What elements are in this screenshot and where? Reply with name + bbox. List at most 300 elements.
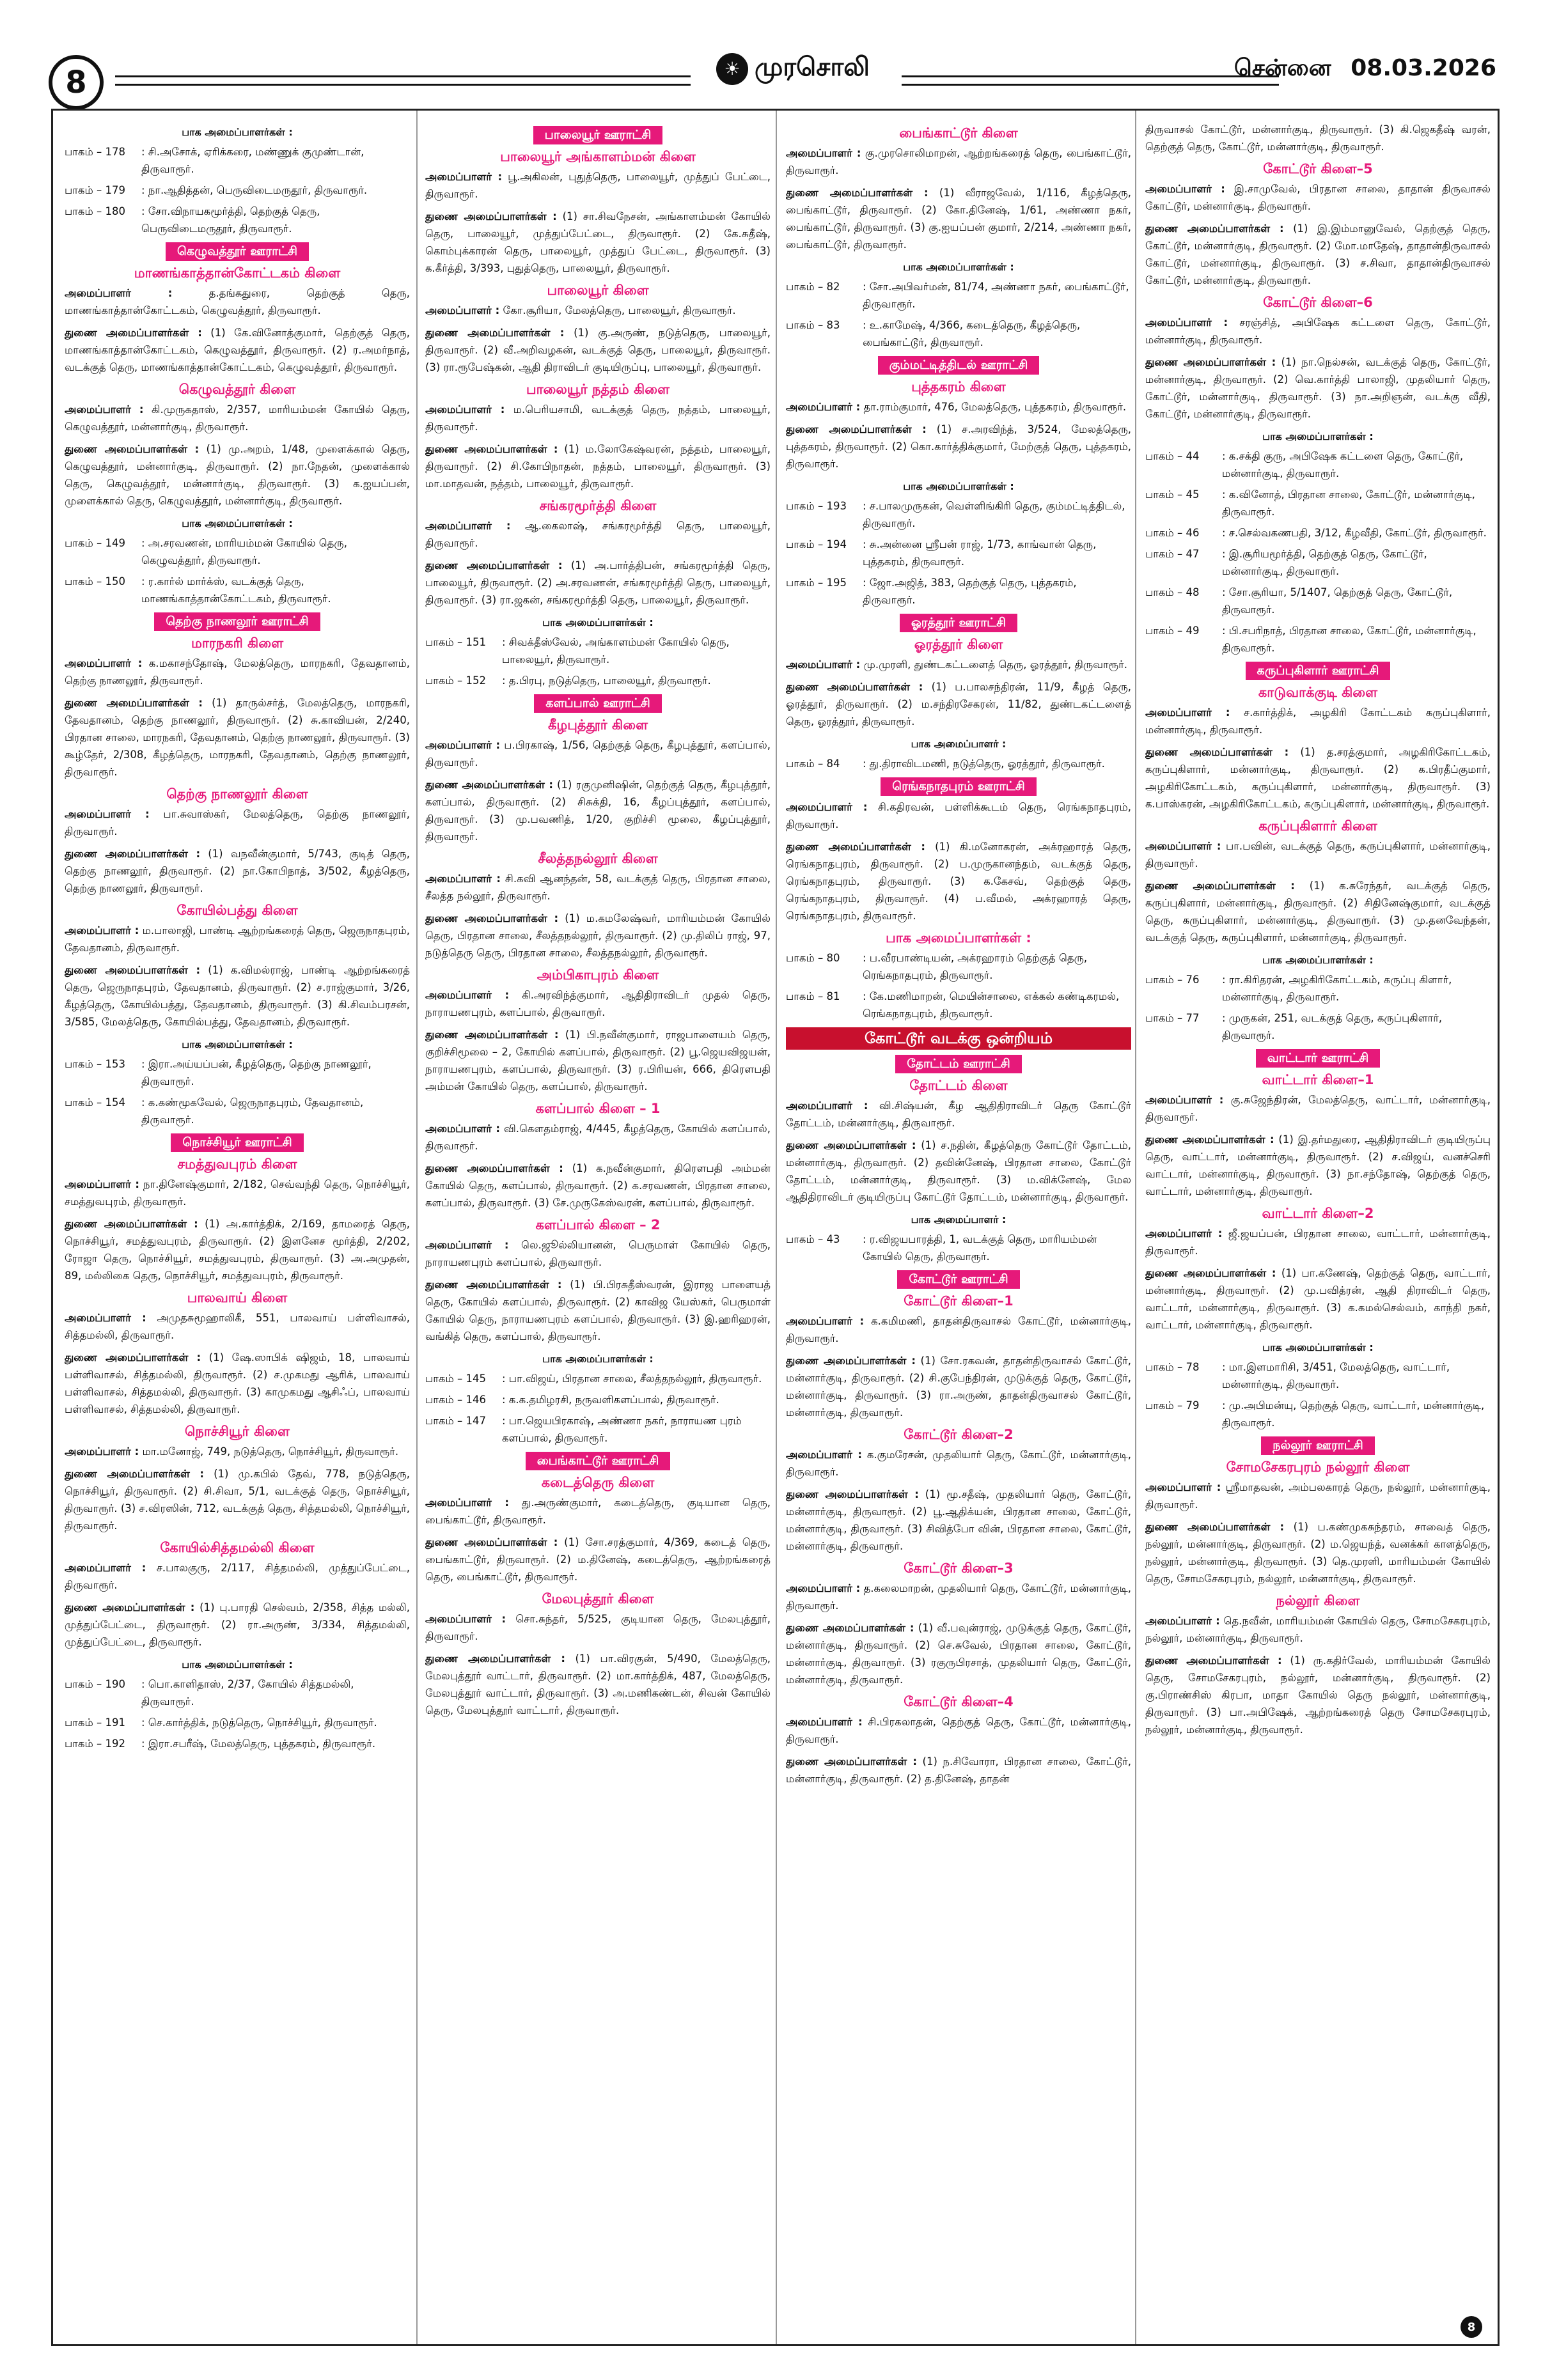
role-label: துணை அமைப்பாளர்கள் :: [425, 1536, 558, 1548]
role-label: அமைப்பாளர் :: [1145, 316, 1228, 329]
booth-heading: பாக அமைப்பாளர்கள் :: [182, 1658, 293, 1670]
panchayat-banner: பாலையூர் ஊராட்சி: [533, 126, 663, 144]
booth-number: பாகம் – 192: [65, 1738, 125, 1750]
booth-heading: பாக அமைப்பாளர் :: [911, 738, 1006, 750]
member-text: ப.பிரகாஷ், 1/56, தெற்குத் தெரு, கீழபுத்தூர், களப்பால், திருவாரூர்.: [425, 739, 771, 768]
booth-number: பாகம் – 43: [786, 1233, 840, 1245]
rising-sun-logo-icon: ☀: [716, 53, 748, 85]
member-text: (1) ரகுமுனிஷின், தெற்குத் தெரு, கீழபுத்தூர், களப்பால், திருவாரூர். (2) சிசுக்தி, 16, கீழப்புத்தூர், களப்பால், திருவாரூர். (3) மு.பவணித், 1/20, குறிச்சி மூலை, கீழப்புத்தூர், திருவாரூர்.: [425, 779, 771, 843]
page-header: [38, 51, 1503, 109]
member-text: (1) க.நவீன்குமார், திரௌபதி அம்மன் கோயில் தெரு, களப்பால், திருவாரூர். (2) க.சரவணன், பிரதான சாலை, களப்பால், திருவாரூர். (3) சே.முருகேஸ்வரன், களப்பால், திருவாரூர்.: [425, 1162, 771, 1209]
booth-member: : பி.சபரிநாத், பிரதான சாலை, கோட்டூர், மன்னார்குடி, திருவாரூர்.: [1222, 625, 1476, 654]
role-label: துணை அமைப்பாளர்கள் :: [1145, 1521, 1285, 1533]
booth-number: பாகம் – 44: [1145, 450, 1200, 462]
member-text: (1) த.சரத்குமார், அழகிரிகோட்டகம், கருப்புகிளார், மன்னார்குடி, திருவாரூர். (2) க.பிரதீப்குமார், அழகிரிகோட்டகம், கருப்புகிளார், மன்னார்குடி, திருவாரூர். (3) க.பாஸ்கரன், அழகிரிகோட்டகம், கருப்புகிளார், மன்னார்குடி, திருவாரூர்.: [1145, 746, 1491, 810]
booth-number: பாகம் – 179: [65, 184, 125, 196]
role-label: துணை அமைப்பாளர்கள் :: [65, 848, 201, 860]
booth-number: பாகம் – 150: [65, 575, 125, 587]
role-label: துணை அமைப்பாளர்கள் :: [786, 1355, 916, 1367]
booth-member: : நா.ஆதித்தன், பெருவிடைமருதூர், திருவாரூர்.: [141, 184, 368, 196]
booth-number: பாகம் – 190: [65, 1678, 125, 1690]
booth-member: : ப.வீரபாண்டியன், அக்ரஹாரம் தெற்குத் தெரு, ரெங்கநாதபுரம், திருவாரூர்.: [863, 952, 1088, 981]
member-paragraph: [786, 1619, 1131, 1688]
role-label: துணை அமைப்பாளர்கள் :: [1145, 880, 1295, 892]
booth-row: [425, 672, 771, 689]
member-paragraph: [65, 401, 410, 435]
member-paragraph: [65, 1443, 410, 1460]
branch-heading: நொச்சியூர் கிளை: [185, 1424, 290, 1439]
member-text: அமுதசுமூஹாலிகீ, 551, பாலவாய் பள்ளிவாசல், சித்தமல்லி, திருவாரூர்.: [65, 1312, 410, 1341]
branch-heading: கருப்புகிளார் கிளை: [1258, 818, 1377, 834]
member-text: க.மகாசந்தோஷ், மேலத்தெரு, மாரநகரி, தேவதானம், தெற்கு நாணலூர், திருவாரூர்.: [65, 657, 410, 687]
date-label: 08.03.2026: [1351, 55, 1496, 81]
booth-heading: பாக அமைப்பாளர்கள் :: [182, 1038, 293, 1050]
member-paragraph: [425, 324, 771, 376]
role-label: துணை அமைப்பாளர்கள் :: [786, 1622, 914, 1634]
booth-member: : சோ.அபிவர்மன், 81/74, அண்ணா நகர், பைங்காட்டூர், திருவாரூர்.: [863, 281, 1129, 310]
booth-row: [786, 316, 1131, 351]
booth-heading: பாக அமைப்பாளர்கள் :: [903, 480, 1014, 492]
role-label: அமைப்பாளர் :: [786, 1449, 862, 1461]
booth-number: பாகம் – 153: [65, 1058, 125, 1070]
booth-row: [1145, 524, 1491, 541]
role-label: துணை அமைப்பாளர்கள் :: [425, 559, 563, 572]
member-text: (1) பா.கணேஷ், தெற்குத் தெரு, வாட்டார், மன்னார்குடி, திருவாரூர். (2) மு.பவித்ரன், ஆதி திராவிடர் தெரு, வாட்டார், மன்னார்குடி, திருவாரூர். (3) க.கமல்செல்வம், காந்தி நகர், வாட்டார், மன்னார்குடி, திருவாரூர்.: [1145, 1267, 1491, 1331]
panchayat-banner: ரெங்கநாதபுரம் ஊராட்சி: [881, 777, 1036, 796]
booth-number: பாகம் – 147: [425, 1415, 486, 1427]
member-paragraph: [1145, 837, 1491, 872]
branch-heading: பாலையூர் கிளை: [547, 283, 649, 298]
member-paragraph: [1145, 1091, 1491, 1126]
booth-number: பாகம் – 193: [786, 500, 847, 512]
booth-member: : செ.கார்த்திக், நடுத்தெரு, நொச்சியூர், திருவாரூர்.: [141, 1716, 377, 1729]
member-text: (1) பி.பிரசுதீஸ்வரன், இராஜ பாளையத் தெரு, கோயில் களப்பால், திருவாரூர். (2) காவிஜ யேஸ்கர், பெருமாள் கோயில் தெரு, நாராயணபுரம் களப்பால், திருவாரூர். (3) இ.ஹரிஹரன், வங்கித் தெரு, களப்பால், திருவாரூர்.: [425, 1279, 771, 1342]
column-4: [1145, 121, 1491, 1743]
footer-page-number: 8: [1461, 2316, 1482, 2338]
booth-member: : சி.அசோக், ஏரிக்கரை, மண்ணுக் குமுண்டான், திருவாரூர்.: [141, 146, 364, 175]
role-label: துணை அமைப்பாளர்கள் :: [65, 1601, 195, 1614]
member-paragraph: [786, 838, 1131, 924]
role-label: அமைப்பாளர் :: [425, 403, 505, 416]
content-frame: [51, 109, 1500, 2346]
page-number-badge: 8: [49, 55, 104, 110]
role-label: துணை அமைப்பாளர்கள் :: [1145, 1133, 1274, 1146]
branch-heading: பாலையூர் அங்காளம்மன் கிளை: [500, 149, 696, 164]
member-text: நா.தினேஷ்குமார், 2/182, செவ்வந்தி தெரு, நொச்சியூர், சமத்துவபுரம், திருவாரூர்.: [65, 1178, 410, 1208]
member-paragraph: [65, 694, 410, 781]
booth-row: [425, 1412, 771, 1447]
member-text: (1) வநவீன்குமார், 5/743, குடித் தெரு, தெற்கு நாணலூர், திருவாரூர். (2) நா.கோபிநாத், 3/502, கீழத்தெரு, தெற்கு நாணலூர், திருவாரூர்.: [65, 848, 410, 894]
booth-row: [786, 536, 1131, 570]
booth-row: [65, 143, 410, 178]
member-text: இ.சாமுவேல், பிரதான சாலை, தாதான் திருவாசல் கோட்டூர், மன்னார்குடி, திருவாரூர்.: [1145, 183, 1491, 212]
booth-member: : ச.செல்வகணபதி, 3/12, கீழவீதி, கோட்டூர், திருவாரூர்.: [1222, 527, 1487, 539]
member-paragraph: [786, 184, 1131, 253]
role-label: துணை அமைப்பாளர்கள் :: [786, 681, 923, 693]
member-paragraph: [65, 961, 410, 1031]
member-paragraph: [786, 678, 1131, 730]
role-label: அமைப்பாளர் :: [65, 657, 143, 669]
role-label: துணை அமைப்பாளர்கள் :: [786, 1755, 917, 1768]
member-text: க.குமரேசன், முதலியார் தெரு, கோட்டூர், மன்னார்குடி, திருவாரூர்.: [786, 1449, 1131, 1478]
role-label: அமைப்பாளர் :: [1145, 1227, 1223, 1240]
booth-member: : பா.விஜய், பிரதான சாலை, சீலத்தநல்லூர், திருவாரூர்.: [502, 1373, 762, 1385]
member-text: (1) கி.மனோகரன், அக்ரஹாரத் தெரு, ரெங்கநாதபுரம், திருவாரூர். (2) ப.முருகானந்தம், வடக்குத் தெரு, ரெங்கநாதபுரம், திருவாரூர். (3) க.கேசவ், தெற்குத் தெரு, ரெங்கநாதபுரம், திருவாரூர். (4) ப.வீமல், அக்ரஹாரத் தெரு, ரெங்கநாதபுரம், திருவாரூர்.: [786, 841, 1131, 922]
role-label: அமைப்பாளர் :: [425, 739, 501, 751]
role-label: துணை அமைப்பாளர்கள் :: [425, 779, 553, 791]
booth-number: பாகம் – 194: [786, 538, 847, 550]
member-text: ஸ்ரீமாதவன், அம்பலகாரத் தெரு, நல்லூர், மன்னார்குடி, திருவாரூர்.: [1145, 1481, 1491, 1511]
booth-member: : த.பிரபு, நடுத்தெரு, பாலையூர், திருவாரூர்.: [502, 674, 711, 687]
member-text: த.தங்கதுரை, தெற்குத் தெரு, மாணங்காத்தான்கோட்டகம், கெழுவத்தூர், திருவாரூர்.: [65, 287, 410, 316]
booth-row: [65, 1055, 410, 1090]
booth-number: பாகம் – 80: [786, 952, 840, 964]
role-label: துணை அமைப்பாளர்கள் :: [1145, 1267, 1276, 1279]
member-text: (1) பா.விரகுன், 5/490, மேலத்தெரு, மேலபுத்தூர் வாட்டார், திருவாரூர். (2) மா.கார்த்திக், 487, மேலத்தெரு, மேலபுத்தூர் வாட்டார், திருவாரூர். (3) அ.மணிகண்டன், சிவன் கோயில் தெரு, மேலபுத்தூர் வாட்டார், திருவாரூர்.: [425, 1653, 771, 1716]
role-label: அமைப்பாளர் :: [425, 1613, 506, 1625]
member-text: சொ.சுந்தர், 5/525, குடியான தெரு, மேலபுத்தூர், திருவாரூர்.: [425, 1613, 771, 1642]
member-text: (1) வீ.பவுன்ராஜ், முடுக்குத் தெரு, கோட்டூர், மன்னார்குடி, திருவாரூர். (2) செ.சுவேல், பிரதான சாலை, கோட்டூர், மன்னார்குடி, திருவாரூர். (3) ரகுருபிரசாத், முதலியார் தெரு, கோட்டூர், மன்னார்குடி, திருவாரூர்.: [786, 1622, 1131, 1686]
member-paragraph: [786, 1352, 1131, 1421]
member-paragraph: [65, 1176, 410, 1210]
booth-member: : பா.ஜெயபிரகாஷ், அண்ணா நகர், நாராயண புரம் களப்பால், திருவாரூர்.: [502, 1415, 742, 1444]
member-text: கி.அரவிந்த்குமார், ஆதிதிராவிடர் முதல் தெரு, நாராயணபுரம், களப்பால், திருவாரூர்.: [425, 989, 771, 1018]
member-text: (1) க.சுரேந்தர், வடக்குத் தெரு, கருப்புகிளார், மன்னார்குடி, திருவாரூர். (2) சிதினேஷ்குமார், வடக்குத் தெரு, கருப்புகிளார், மன்னார்குடி, திருவாரூர். (3) மு.தனவேந்தன், வடக்குத் தெரு, கருப்புகிளார், மன்னார்குடி, திருவாரூர்.: [1145, 880, 1491, 944]
column-1: [65, 121, 410, 1756]
member-paragraph: [425, 1610, 771, 1645]
member-paragraph: [425, 910, 771, 961]
booth-row: [65, 534, 410, 569]
branch-heading: களப்பால் கிளை – 2: [535, 1217, 661, 1233]
member-paragraph: [425, 517, 771, 552]
booth-member: : ஜோ.அஜித், 383, தெற்குத் தெரு, புத்தகரம், திருவாரூர்.: [863, 577, 1077, 606]
role-label: அமைப்பாளர் :: [65, 1445, 139, 1458]
member-paragraph: [425, 1494, 771, 1528]
booth-number: பாகம் – 79: [1145, 1399, 1200, 1412]
branch-heading: பாலையூர் நத்தம் கிளை: [526, 382, 670, 397]
booth-row: [1145, 545, 1491, 580]
booth-row: [786, 1231, 1131, 1265]
role-label: துணை அமைப்பாளர்கள் :: [786, 841, 925, 853]
panchayat-banner: கருப்புகிளார் ஊராட்சி: [1246, 662, 1391, 680]
member-paragraph: [65, 1465, 410, 1534]
booth-number: பாகம் – 146: [425, 1394, 486, 1406]
member-text: (1) ச.நதின், கீழத்தெரு கோட்டூர் தோட்டம், மன்னார்குடி, திருவாரூர். (2) தவின்னேஷ், பிரதான சாலை, கோட்டூர் தோட்டம், மன்னார்குடி, திருவாரூர். (3) ம.விக்னேஷ், மேல ஆதிதிராவிடர் குடியிருப்பு கோட்டூர் தோட்டம், மன்னார்குடி, திருவாரூர்.: [786, 1139, 1131, 1203]
member-paragraph: [786, 1097, 1131, 1132]
booth-row: [786, 988, 1131, 1022]
booth-number: பாகம் – 180: [65, 205, 125, 217]
member-text: வி.சிஷ்யன், கீழ ஆதிதிராவிடர் தெரு கோட்டூர் தோட்டம், மன்னார்குடி, திருவாரூர்.: [786, 1100, 1131, 1129]
booth-number: பாகம் – 76: [1145, 974, 1200, 986]
booth-row: [786, 755, 1131, 772]
booth-row: [1145, 447, 1491, 482]
booth-member: : க.கண்மூகவேல், ஜெருநாதபுரம், தேவதானம், திருவாரூர்.: [141, 1096, 364, 1126]
member-paragraph: [425, 440, 771, 492]
booth-row: [1145, 1358, 1491, 1393]
branch-heading: சங்கரமூர்த்தி கிளை: [539, 498, 657, 513]
branch-heading: கீழபுத்தூர் கிளை: [547, 717, 648, 733]
booth-row: [1145, 1009, 1491, 1044]
member-paragraph: [786, 144, 1131, 179]
booth-member: : இரா.அய்யப்பன், கீழத்தெரு, தெற்கு நாணலூர், திருவாரூர்.: [141, 1058, 372, 1087]
member-text: த.கலைமாறன், முதலியார் தெரு, கோட்டூர், மன்னார்குடி, திருவாரூர்.: [786, 1582, 1131, 1612]
panchayat-banner: நல்லூர் ஊராட்சி: [1261, 1436, 1374, 1455]
booth-row: [1145, 1397, 1491, 1431]
role-label: அமைப்பாளர் :: [425, 873, 501, 885]
member-paragraph: [1145, 180, 1491, 215]
role-label: துணை அமைப்பாளர்கள் :: [1145, 356, 1276, 368]
masthead-title: முரசொலி: [755, 52, 870, 82]
member-text: க.கமிமணி, தாதன்திருவாசல் கோட்டூர், மன்னார்குடி, திருவாரூர்.: [786, 1315, 1131, 1344]
branch-heading: கோட்டூர் கிளை–2: [904, 1427, 1014, 1442]
member-paragraph: [786, 398, 1131, 416]
branch-heading: கோயில்பத்து கிளை: [176, 903, 298, 918]
booth-row: [425, 1370, 771, 1387]
member-paragraph: [425, 1650, 771, 1719]
booth-member: : க.சக்தி குரு, அபிஷேக கட்டளை தெரு, கோட்டூர், மன்னார்குடி, திருவாரூர்.: [1222, 450, 1464, 479]
member-text: மு.முரளி, துண்டகட்டளைத் தெரு, ஓரத்தூர், திருவாரூர்.: [860, 658, 1127, 671]
booth-member: : பொ.காளிதாஸ், 2/37, கோயில் சித்தமல்லி, திருவாரூர்.: [141, 1678, 354, 1707]
member-paragraph: [425, 208, 771, 277]
role-label: அமைப்பாளர் :: [786, 658, 861, 671]
role-label: அமைப்பாளர் :: [425, 304, 500, 316]
member-paragraph: [65, 1349, 410, 1418]
member-paragraph: [1145, 1225, 1491, 1259]
member-text: (1) பு.பாரதி செல்வம், 2/358, சித்த மல்லி, முத்துப்பேட்டை, திருவாரூர். (2) ரா.அருண், 3/334, சித்தமல்லி, முத்துப்பேட்டை, திருவாரூர்.: [65, 1601, 410, 1648]
member-paragraph: [1145, 877, 1491, 946]
member-text: (1) சோ.சரத்குமார், 4/369, கடைத் தெரு, பைங்காட்டூர், திருவாரூர். (2) ம.தினேஷ், கடைத்தெரு, ஆற்றங்கரைத் தெரு, பைங்காட்டூர், திருவாரூர்.: [425, 1536, 771, 1583]
booth-member: : ச.பாலமுருகன், வெள்ளிங்கிரி தெரு, கும்மட்டித்திடல், திருவாரூர்.: [863, 500, 1125, 529]
header-rule-right: [902, 75, 1279, 86]
member-text: ஆ.கைலாஷ், சங்கரமூர்த்தி தெரு, பாலையூர், திருவாரூர்.: [425, 520, 771, 549]
member-text: (1) ப.கண்முகசுந்தரம், சாவைத் தெரு, நல்லூர், மன்னார்குடி, திருவாரூர். (2) ம.ஜெயந்த், வனக்கர் காளத்தெரு, நல்லூர், மன்னார்குடி, திருவாரூர். (3) தெ.முரளி, மாரியம்மன் கோயில் தெரு, சோமசேகரபுரம், நல்லூர், மன்னார்குடி, திருவாரூர்.: [1145, 1521, 1491, 1585]
role-label: துணை அமைப்பாளர்கள் :: [786, 1139, 916, 1151]
panchayat-banner: ஓரத்தூர் ஊராட்சி: [900, 614, 1017, 632]
booth-number: பாகம் – 47: [1145, 548, 1200, 560]
member-text: கு.முரசொலிமாறன், ஆற்றங்கரைத் தெரு, பைங்காட்டூர், திருவாரூர்.: [786, 147, 1131, 176]
booth-number: பாகம் – 191: [65, 1716, 125, 1729]
booth-number: பாகம் – 48: [1145, 586, 1200, 598]
branch-heading: கோட்டூர் கிளை–1: [904, 1293, 1014, 1309]
role-label: அமைப்பாளர் :: [65, 1562, 146, 1574]
paragraph: திருவாசல் கோட்டூர், மன்னார்குடி, திருவாரூர். (3) கி.ஜெகதீஷ் வரன், தெற்குத் தெரு, கோட்டூர், மன்னார்குடி, திருவாரூர்.: [1145, 123, 1491, 153]
branch-heading: சோமசேகரபுரம் நல்லூர் கிளை: [1226, 1459, 1410, 1475]
column-divider: [1135, 111, 1136, 2344]
panchayat-banner: கோட்டூர் ஊராட்சி: [897, 1270, 1019, 1289]
branch-heading: சமத்துவபுரம் கிளை: [177, 1156, 297, 1172]
booth-number: பாகம் – 83: [786, 319, 840, 331]
role-label: துணை அமைப்பாளர்கள் :: [425, 1279, 562, 1291]
booth-row: [1145, 584, 1491, 618]
branch-heading: பைங்காட்டூர் கிளை: [899, 125, 1018, 141]
member-text: பா.பவின், வடக்குத் தெரு, கருப்புகிளார், மன்னார்குடி, திருவாரூர்.: [1145, 840, 1491, 869]
member-paragraph: [65, 284, 410, 319]
booth-member: : ர.கார்ல் மார்க்ஸ், வடக்குத் தெரு, மாணங்காத்தான்கோட்டகம், திருவாரூர்.: [141, 575, 331, 605]
role-label: அமைப்பாளர் :: [65, 287, 173, 299]
member-paragraph: [1145, 314, 1491, 348]
dateline: [1234, 55, 1496, 84]
member-paragraph: [65, 1559, 410, 1594]
member-text: பூ.அகிலன், புதுத்தெரு, பாலையூர், முத்துப் பேட்டை, திருவாரூர்.: [425, 171, 771, 200]
member-paragraph: [1145, 220, 1491, 289]
panchayat-banner: பைங்காட்டூர் ஊராட்சி: [526, 1452, 671, 1470]
member-paragraph: [65, 655, 410, 689]
role-label: அமைப்பாளர் :: [1145, 1615, 1220, 1627]
member-text: சி.கதிரவன், பள்ளிக்கூடம் தெரு, ரெங்கநாதபுரம், திருவாரூர்.: [786, 801, 1131, 830]
role-label: துணை அமைப்பாளர்கள் :: [65, 327, 202, 339]
panchayat-banner: தோட்டம் ஊராட்சி: [895, 1055, 1022, 1073]
branch-heading: கோட்டூர் கிளை–3: [904, 1560, 1014, 1576]
role-label: அமைப்பாளர் :: [65, 808, 150, 820]
member-paragraph: [1145, 1652, 1491, 1738]
booth-heading: பாக அமைப்பாளர்கள் :: [542, 616, 654, 628]
member-text: (1) இ.தர்மதுரை, ஆதிதிராவிடர் குடியிருப்பு தெரு, வாட்டார், மன்னார்குடி, திருவாரூர். (2) ச.விஜய், வனச்செரி வாட்டார், மன்னார்குடி, திருவாரூர். (3) நா.சந்தோஷ், தெற்குத் தெரு, வாட்டார், மன்னார்குடி, திருவாரூர்.: [1145, 1133, 1491, 1197]
member-text: ம.பெரியசாமி, வடக்குத் தெரு, நத்தம், பாலையூர், திருவாரூர்.: [425, 403, 771, 433]
booth-number: பாகம் – 81: [786, 990, 840, 1002]
booth-member: : இ.சூரியமூர்த்தி, தெற்குத் தெரு, கோட்டூர், மன்னார்குடி, திருவாரூர்.: [1222, 548, 1427, 577]
column-3: [786, 121, 1131, 1793]
role-label: அமைப்பாளர் :: [1145, 706, 1230, 719]
member-paragraph: [1145, 1612, 1491, 1647]
booth-member: : ர.விஜயபாரத்தி, 1, வடக்குத் தெரு, மாரியம்மன் கோயில் தெரு, திருவாரூர்.: [863, 1233, 1097, 1263]
branch-heading: காடுவாக்குடி கிளை: [1258, 685, 1378, 700]
member-paragraph: [786, 1713, 1131, 1748]
union-banner: கோட்டூர் வடக்கு ஒன்றியம்: [786, 1027, 1131, 1050]
booth-number: பாகம் – 145: [425, 1373, 486, 1385]
branch-heading: கோட்டூர் கிளை–6: [1263, 295, 1373, 310]
booth-member: : இரா.சபரீஷ், மேலத்தெரு, புத்தகரம், திருவாரூர்.: [141, 1738, 376, 1750]
branch-heading: ஓரத்தூர் கிளை: [914, 637, 1003, 652]
member-text: (1) பி.நவீன்குமார், ராஜபாளையம் தெரு, குறிச்சிமூலை – 2, கோயில் களப்பால், திருவாரூர். (2) பூ.ஜெயவிஜயன், நாராயணபுரம், களப்பால், திருவாரூர். (3) ர.பிரியன், 666, திரௌபதி அம்மன் கோயில் தெரு, களப்பால், திருவாரூர்.: [425, 1029, 771, 1093]
member-text: வி.கௌதம்ராஜ், 4/445, கீழத்தெரு, கோயில் களப்பால், திருவாரூர்.: [425, 1123, 771, 1152]
member-text: (1) சோ.ரகவன், தாதன்திருவாசல் கோட்டூர், மன்னார்குடி, திருவாரூர். (2) சி.குபேந்திரன், முடுக்குத் தெரு, கோட்டூர், மன்னார்குடி, திருவாரூர். (3) ரா.அருண், தாதன்திருவாசல் கோட்டூர், மன்னார்குடி, திருவாரூர்.: [786, 1355, 1131, 1419]
role-label: அமைப்பாளர் :: [425, 520, 511, 532]
member-text: (1) ப.பாலசந்திரன், 11/9, கீழத் தெரு, ஓரத்தூர், திருவாரூர். (2) ம.சந்திரசேகரன், 11/82, துண்டகட்டளைத் தெரு, ஓரத்தூர், திருவாரூர்.: [786, 681, 1131, 727]
role-label: துணை அமைப்பாளர்கள் :: [65, 1218, 198, 1230]
branch-heading: அம்பிகாபுரம் கிளை: [537, 967, 659, 983]
booth-row: [425, 1391, 771, 1408]
member-text: து.அருண்குமார், கடைத்தெரு, குடியான தெரு, பைங்காட்டூர், திருவாரூர்.: [425, 1497, 771, 1526]
member-paragraph: [1145, 354, 1491, 423]
member-paragraph: [65, 805, 410, 840]
member-text: லெ.ஜூல்லியானன், பெருமாள் கோயில் தெரு, நாராயணபுரம் களப்பால், திருவாரூர்.: [425, 1239, 771, 1268]
booth-number: பாகம் – 78: [1145, 1361, 1200, 1373]
member-paragraph: [786, 1446, 1131, 1481]
booth-row: [1145, 486, 1491, 520]
column-2: [425, 121, 771, 1724]
branch-heading: மேலபுத்தூர் கிளை: [542, 1591, 654, 1606]
role-label: அமைப்பாளர் :: [425, 1239, 509, 1251]
member-text: சி.பிரகலாதன், தெற்குத் தெரு, கோட்டூர், மன்னார்குடி, திருவாரூர்.: [786, 1716, 1131, 1745]
role-label: துணை அமைப்பாளர்கள் :: [1145, 222, 1284, 235]
booth-number: பாகம் – 154: [65, 1096, 125, 1108]
role-label: துணை அமைப்பாளர்கள் :: [65, 964, 201, 976]
branch-heading: கோட்டூர் கிளை–4: [904, 1694, 1014, 1709]
booth-number: பாகம் – 84: [786, 758, 840, 770]
branch-heading: களப்பால் கிளை – 1: [535, 1101, 661, 1116]
column-divider: [776, 111, 777, 2344]
member-text: (1) மூ.சதீஷ், முதலியார் தெரு, கோட்டூர், மன்னார்குடி, திருவாரூர். (2) பூ.ஆதிக்யன், பிரதான சாலை, கோட்டூர், மன்னார்குடி, திருவாரூர். (3) சிவித்போ வின், பிரதான சாலை, கோட்டூர், மன்னார்குடி, திருவாரூர்.: [786, 1488, 1131, 1552]
booth-row: [1145, 971, 1491, 1006]
role-label: அமைப்பாளர் :: [786, 1315, 865, 1327]
member-text: ச.கார்த்திக், அழகிரி கோட்டகம் கருப்புகிளார், மன்னார்குடி, திருவாரூர்.: [1145, 706, 1491, 736]
booth-member: : சோ.சூரியா, 5/1407, தெற்குத் தெரு, கோட்டூர், திருவாரூர்.: [1222, 586, 1453, 616]
role-label: துணை அமைப்பாளர்கள் :: [65, 697, 203, 709]
member-text: (1) மு.அறம், 1/48, முளைக்கால் தெரு, கெழுவத்தூர், மன்னார்குடி, திருவாரூர். (2) நா.நேதன், முளைக்கால் தெரு, கெழுவத்தூர், மன்னார்குடி, திருவாரூர். (3) க.ஐயப்பன், முளைக்கால் தெரு, கெழுவத்தூர், மன்னார்குடி, திருவாரூர்.: [65, 443, 410, 507]
role-label: அமைப்பாளர் :: [1145, 183, 1225, 195]
member-paragraph: [786, 656, 1131, 673]
branch-heading: கோயில்சித்தமல்லி கிளை: [160, 1540, 315, 1555]
booth-member: : முருகன், 251, வடக்குத் தெரு, கருப்புகிளார், திருவாரூர்.: [1222, 1012, 1443, 1041]
member-paragraph: [786, 1137, 1131, 1206]
booth-member: : து.திராவிடமணி, நடுத்தெரு, ஓரத்தூர், திருவாரூர்.: [863, 758, 1105, 770]
booth-member: : கே.மணிமாறன், மெயின்சாலை, எக்கல் கண்டிகரமல், ரெங்கநாதபுரம், திருவாரூர்.: [863, 990, 1120, 1020]
role-label: அமைப்பாளர் :: [65, 1312, 146, 1324]
member-text: (1) ம.லோகேஷ்வரன், நத்தம், பாலையூர், திருவாரூர். (2) சி.கோபிநாதன், நத்தம், பாலையூர், திருவாரூர். (3) மா.மாதவன், நத்தம், பாலையூர், திருவாரூர்.: [425, 443, 771, 490]
member-text: மா.மனோஜ், 749, நடுத்தெரு, நொச்சியூர், திருவாரூர்.: [139, 1445, 399, 1458]
panchayat-banner: வாட்டார் ஊராட்சி: [1256, 1049, 1381, 1068]
member-paragraph: [425, 302, 771, 319]
member-text: சரஞ்சித், அபிஷேக கட்டளை தெரு, கோட்டூர், மன்னார்குடி, திருவாரூர்.: [1145, 316, 1491, 346]
booth-row: [65, 1094, 410, 1128]
booth-heading: பாக அமைப்பாளர்கள் :: [182, 126, 293, 138]
member-text: (1) அ.பார்த்திபன், சங்கரமூர்த்தி தெரு, பாலையூர், திருவாரூர். (2) அ.சரவணன், சங்கரமூர்த்தி தெரு, பாலையூர், திருவாரூர். (3) ரா.ஜகன், சங்கரமூர்த்தி தெரு, பாலையூர், திருவாரூர்.: [425, 559, 771, 606]
member-paragraph: [786, 1580, 1131, 1614]
member-paragraph: [1145, 704, 1491, 738]
member-paragraph: [1145, 1264, 1491, 1334]
member-text: தெ.நவீன், மாரியம்மன் கோயில் தெரு, சோமசேகரபுரம், நல்லூர், மன்னார்குடி, திருவாரூர்.: [1145, 1615, 1491, 1644]
booth-number: பாகம் – 151: [425, 636, 486, 648]
role-label: துணை அமைப்பாளர்கள் :: [65, 443, 200, 455]
branch-heading: தெற்கு நாணலூர் கிளை: [166, 786, 308, 802]
booth-number: பாகம் – 149: [65, 537, 125, 549]
booth-heading: பாக அமைப்பாளர் :: [911, 1213, 1006, 1225]
booth-number: பாகம் – 152: [425, 674, 486, 687]
member-paragraph: [786, 1753, 1131, 1787]
panchayat-banner: நொச்சியூர் ஊராட்சி: [171, 1133, 303, 1152]
member-text: கி.முருகதாஸ், 2/357, மாரியம்மன் கோயில் தெரு, கெழுவத்தூர், மன்னார்குடி, திருவாரூர்.: [65, 403, 410, 433]
role-label: அமைப்பாளர் :: [786, 147, 861, 159]
booth-number: பாகம் – 49: [1145, 625, 1200, 637]
booth-member: : க.வினோத், பிரதான சாலை, கோட்டூர், மன்னார்குடி, திருவாரூர்.: [1222, 488, 1475, 518]
role-label: அமைப்பாளர் :: [425, 1123, 500, 1135]
member-paragraph: [425, 736, 771, 771]
member-paragraph: [65, 440, 410, 509]
booth-row: [425, 634, 771, 668]
branch-heading: கடைத்தெரு கிளை: [541, 1475, 655, 1490]
booth-row: [786, 949, 1131, 984]
branch-heading: தோட்டம் கிளை: [909, 1078, 1008, 1093]
booth-number: பாகம் – 77: [1145, 1012, 1200, 1024]
booth-member: : க.க.தமிழரசி, நருவளிகளப்பால், திருவாரூர்.: [502, 1394, 719, 1406]
booth-member: : அ.சரவணன், மாரியம்மன் கோயில் தெரு, கெழுவத்தூர், திருவாரூர்.: [141, 537, 347, 566]
booth-number: பாகம் – 178: [65, 146, 125, 158]
booth-member: : ரா.கிரிதரன், அழகிரிகோட்டகம், கருப்பு கிளார், மன்னார்குடி, திருவாரூர்.: [1222, 974, 1452, 1003]
booth-number: பாகம் – 82: [786, 281, 840, 293]
role-label: துணை அமைப்பாளர்கள் :: [65, 1351, 201, 1364]
booth-member: : சிவக்தீஸ்வேல், அங்காளம்மன் கோயில் தெரு, பாலையூர், திருவாரூர்.: [502, 636, 730, 665]
panchayat-banner: கெழுவத்தூர் ஊராட்சி: [166, 242, 309, 261]
booth-number: பாகம் – 195: [786, 577, 847, 589]
booth-row: [65, 182, 410, 199]
role-label: துணை அமைப்பாளர்கள் :: [425, 443, 558, 455]
member-text: (1) சா.சிவநேசன், அங்காளம்மன் கோயில் தெரு, பாலையூர், முத்துப்பேட்டை, திருவாரூர். (2) கே.சுதீஷ், கொம்புக்காரன் தெரு, பாலையூர், முத்துப் பேட்டை, திருவாரூர். (3) க.கீர்த்தி, 3/393, புதுத்தெரு, பாலையூர், திருவாரூர்.: [425, 210, 771, 274]
branch-heading: புத்தகரம் கிளை: [911, 379, 1006, 394]
booth-member: : மு.அபிமன்யு, தெற்குத் தெரு, வாட்டார், மன்னார்குடி, திருவாரூர்.: [1222, 1399, 1485, 1429]
member-paragraph: [425, 557, 771, 609]
role-label: துணை அமைப்பாளர்கள் :: [425, 1653, 565, 1665]
header-rule-left: [115, 75, 691, 86]
